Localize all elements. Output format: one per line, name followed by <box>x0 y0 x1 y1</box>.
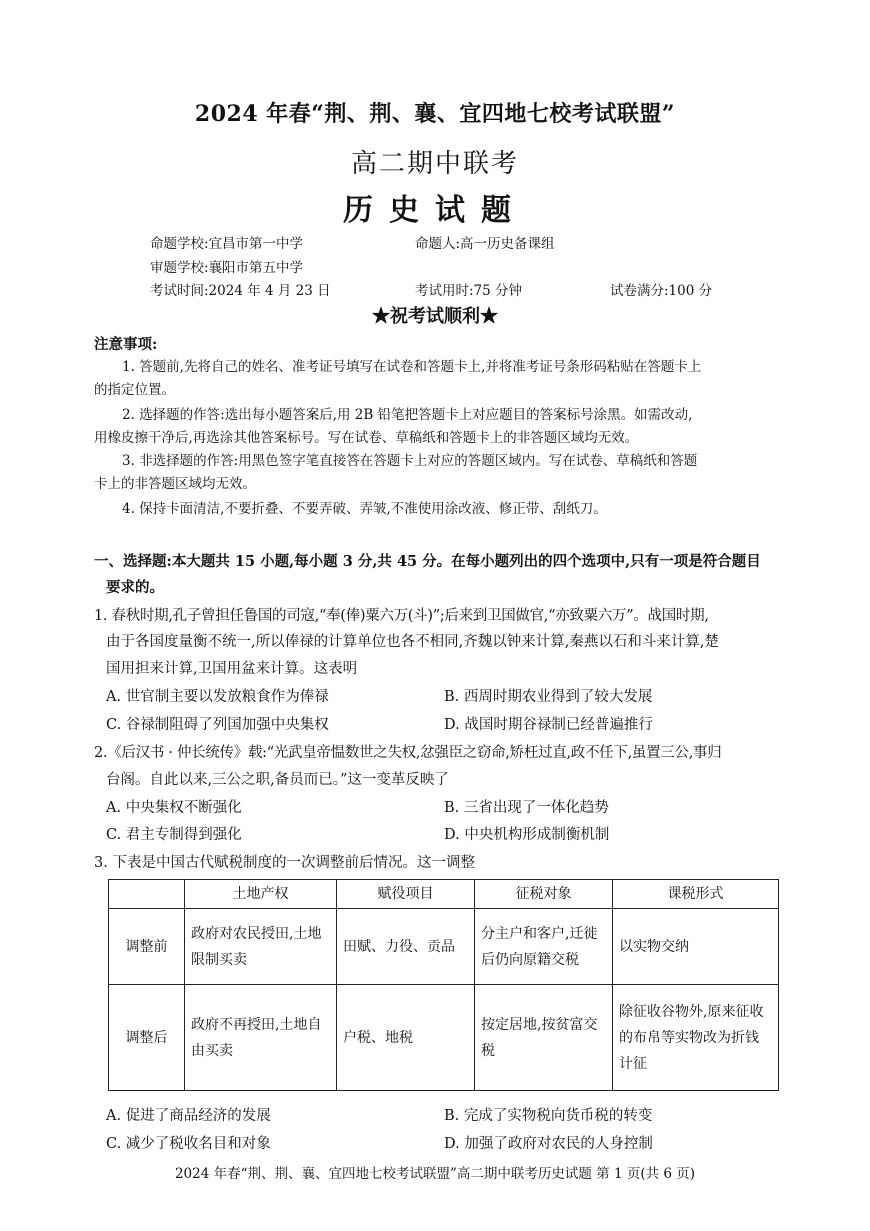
exam-subtitle: 高二期中联考 <box>350 149 519 179</box>
setter-person: 命题人:高一历史备课组 <box>415 236 555 252</box>
q2-stem-line-2: 台阁。自此以来,三公之职,备员而已。”这一变革反映了 <box>106 772 449 788</box>
table-cell: 政府对农民授田,土地限制买卖 <box>185 909 337 985</box>
page-title: 历史试题 <box>343 193 527 228</box>
q3-option-b: B. 完成了实物税向货币税的转变 <box>444 1108 653 1124</box>
full-score: 试卷满分:100 分 <box>610 283 713 299</box>
good-luck-banner: ★祝考试顺利★ <box>372 306 498 327</box>
q1-stem-line-1: 1. 春秋时期,孔子曾担任鲁国的司寇,“奉(俸)粟六万(斗)”;后来到卫国做官,“亦致粟六万”。战国时期, <box>94 608 709 624</box>
table-cell: 除征收谷物外,原来征收的布帛等实物改为折钱计征 <box>613 985 779 1091</box>
table-header-cell: 土地产权 <box>185 880 337 909</box>
q1-option-d: D. 战国时期谷禄制已经普遍推行 <box>444 717 653 733</box>
note-3-line-2: 卡上的非答题区域均无效。 <box>94 476 256 492</box>
table-cell: 以实物交纳 <box>613 909 779 985</box>
table-cell: 调整前 <box>109 909 185 985</box>
table-cell: 户税、地税 <box>337 985 475 1091</box>
setter-school: 命题学校:宜昌市第一中学 <box>150 236 304 252</box>
q2-option-d: D. 中央机构形成制衡机制 <box>444 827 610 843</box>
table-cell: 政府不再授田,土地自由买卖 <box>185 985 337 1091</box>
table-header-cell: 课税形式 <box>613 880 779 909</box>
note-1-line-2: 的指定位置。 <box>94 382 175 398</box>
table-cell: 调整后 <box>109 985 185 1091</box>
table-header-cell: 征税对象 <box>475 880 613 909</box>
tax-reform-table <box>108 879 779 1091</box>
notes-title: 注意事项: <box>94 336 158 353</box>
exam-union-title: 2024 年春“荆、荆、襄、宜四地七校考试联盟” <box>194 101 676 127</box>
section-heading: 一、选择题:本大题共 15 小题,每小题 3 分,共 45 分。在每小题列出的四个选项中,只有一项是符合题目 <box>94 553 761 570</box>
q1-option-b: B. 西周时期农业得到了较大发展 <box>444 689 653 705</box>
table-cell: 按定居地,按贫富交税 <box>475 985 613 1091</box>
q1-stem-line-3: 国用担来计算,卫国用盆来计算。这表明 <box>106 661 358 677</box>
q2-option-b: B. 三省出现了一体化趋势 <box>444 800 609 816</box>
q1-stem-line-2: 由于各国度量衡不统一,所以俸禄的计算单位也各不相同,齐魏以钟来计算,秦燕以石和斗来计算,楚 <box>106 634 719 650</box>
table-header-cell <box>109 880 185 909</box>
note-1-line-1: 1. 答题前,先将自己的姓名、准考证号填写在试卷和答题卡上,并将准考证号条形码粘贴在答题卡上 <box>122 359 702 375</box>
page-footer: 2024 年春“荆、荆、襄、宜四地七校考试联盟”高二期中联考历史试题 第 1 页(共 6 页) <box>174 1166 696 1182</box>
table-header-cell: 赋役项目 <box>337 880 475 909</box>
table-cell: 田赋、力役、贡品 <box>337 909 475 985</box>
q3-stem: 3. 下表是中国古代赋税制度的一次调整前后情况。这一调整 <box>94 855 475 871</box>
table-row <box>109 909 779 985</box>
q3-option-c: C. 减少了税收名目和对象 <box>106 1136 271 1152</box>
table-header-row <box>109 880 779 909</box>
note-2-line-2: 用橡皮擦干净后,再选涂其他答案标号。写在试卷、草稿纸和答题卡上的非答题区域均无效。 <box>94 430 639 446</box>
exam-duration: 考试用时:75 分钟 <box>415 283 523 299</box>
section-heading-cont: 要求的。 <box>106 579 164 596</box>
q2-option-c: C. 君主专制得到强化 <box>106 827 242 843</box>
q2-option-a: A. 中央集权不断强化 <box>106 800 242 816</box>
q2-stem-line-1: 2.《后汉书 · 仲长统传》载:“光武皇帝愠数世之失权,忿强臣之窃命,矫枉过直,政不任下,虽置三公,事归 <box>94 745 722 761</box>
q3-option-d: D. 加强了政府对农民的人身控制 <box>444 1136 653 1152</box>
note-4: 4. 保持卡面清洁,不要折叠、不要弄破、弄皱,不准使用涂改液、修正带、刮纸刀。 <box>122 501 607 517</box>
reviewer-school: 审题学校:襄阳市第五中学 <box>150 260 304 276</box>
table-cell: 分主户和客户,迁徙后仍向原籍交税 <box>475 909 613 985</box>
q1-option-a: A. 世官制主要以发放粮食作为俸禄 <box>106 689 329 705</box>
table-row <box>109 985 779 1091</box>
q3-option-a: A. 促进了商品经济的发展 <box>106 1108 271 1124</box>
note-2-line-1: 2. 选择题的作答:选出每小题答案后,用 2B 铅笔把答题卡上对应题目的答案标号涂黑。如需改动, <box>122 407 693 423</box>
note-3-line-1: 3. 非选择题的作答:用黑色签字笔直接答在答题卡上对应的答题区域内。写在试卷、草稿纸和答题 <box>122 453 698 469</box>
q1-option-c: C. 谷禄制阻碍了列国加强中央集权 <box>106 717 329 733</box>
exam-date: 考试时间:2024 年 4 月 23 日 <box>150 283 331 299</box>
